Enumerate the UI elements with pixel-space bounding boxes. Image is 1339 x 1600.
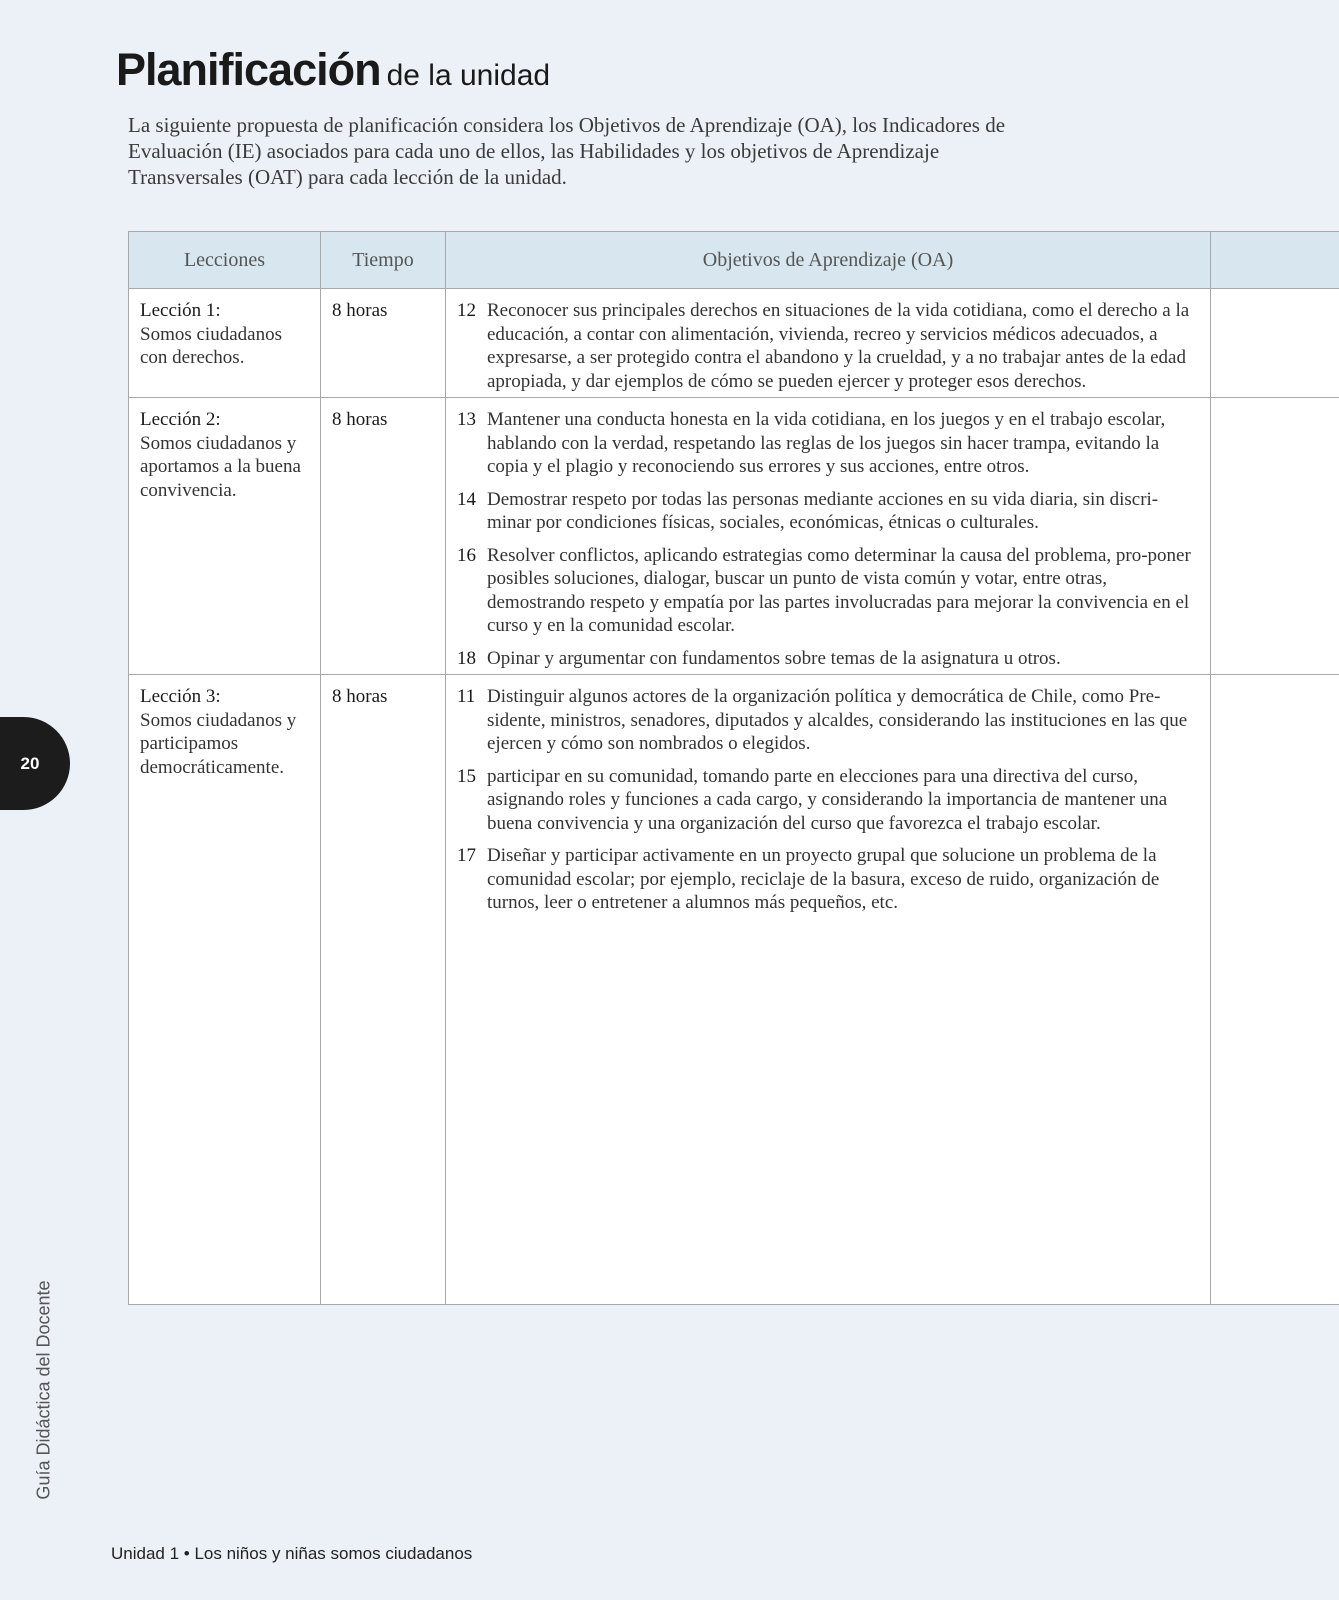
lesson-cell	[129, 675, 321, 1305]
objectives-cell	[446, 398, 1211, 675]
time-text: 8 horas	[332, 409, 388, 430]
objective-item	[457, 544, 1200, 638]
header-extra	[1211, 232, 1339, 289]
lesson-title: Lección 1:	[140, 300, 221, 321]
time-cell	[321, 398, 446, 675]
lesson-text: Somos ciudadanos y participamos democráticamente.	[140, 709, 297, 778]
time-text: 8 horas	[332, 686, 388, 707]
footer-text: Unidad 1 • Los niños y niñas somos ciudadanos	[111, 1544, 473, 1563]
planning-table	[128, 231, 1339, 1305]
header-objetivos: Objetivos de Aprendizaje (OA)	[446, 232, 1211, 289]
extra-cell	[1211, 675, 1339, 1305]
lesson-title: Lección 2:	[140, 409, 221, 430]
page-title-bold: Planificación	[116, 44, 381, 95]
header-lecciones: Lecciones	[129, 232, 321, 289]
objective-item	[457, 765, 1200, 836]
objective-number: 15	[457, 765, 476, 787]
objective-text: Opinar y argumentar con fundamentos sobre temas de la asignatura u otros.	[487, 647, 1061, 669]
page-number: 20	[20, 753, 40, 773]
time-text: 8 horas	[332, 300, 388, 321]
objectives-cell	[446, 289, 1211, 398]
table-row	[129, 289, 1339, 398]
objective-item	[457, 647, 1200, 671]
objective-text: Distinguir algunos actores de la organización política y democrática de Chile, como Pre-sidente, ministros, senadores, diputados y alcaldes, considerando las instituciones en las que ejercen y cómo son nombrados o elegidos.	[487, 686, 1188, 754]
intro-paragraph: La siguiente propuesta de planificación considera los Objetivos de Aprendizaje (OA), los Indicadores de Evaluación (IE) asociados para cada uno de ellos, las Habilidades y los objetivos de Aprendizaje Transversales (OAT) para cada lección de la unidad.	[128, 113, 1006, 189]
objective-number: 18	[457, 647, 476, 669]
extra-cell	[1211, 398, 1339, 675]
objective-item	[457, 299, 1200, 393]
page-number-tab	[0, 717, 70, 810]
objective-text: Resolver conflictos, aplicando estrategias como determinar la causa del problema, pro-poner posibles soluciones, dialogar, buscar un punto de vista común y votar, entre otras, demostrando respeto y empatía por las partes involucradas para mejorar la convivencia en el curso y en la comunidad escolar.	[487, 544, 1191, 636]
table-header-row	[129, 232, 1339, 289]
side-label: Guía Didáctica del Docente	[33, 1280, 54, 1500]
lesson-text: Somos ciudadanos con derechos.	[140, 323, 282, 368]
objectives-list	[457, 685, 1200, 915]
objective-number: 16	[457, 544, 476, 566]
objective-item	[457, 488, 1200, 535]
objective-text: Mantener una conducta honesta en la vida cotidiana, en los juegos y en el trabajo escolar, hablando con la verdad, respetando las reglas de los juegos sin hacer trampa, evitando la copia y el plagio y reconociendo sus errores y sus acciones, entre otros.	[487, 409, 1166, 477]
objective-number: 13	[457, 409, 476, 430]
objective-number: 14	[457, 488, 476, 510]
extra-cell	[1211, 289, 1339, 398]
objective-item	[457, 685, 1200, 756]
objective-number: 12	[457, 300, 476, 321]
objectives-list	[457, 299, 1200, 393]
lesson-cell	[129, 398, 321, 675]
header-tiempo: Tiempo	[321, 232, 446, 289]
time-cell	[321, 675, 446, 1305]
time-cell	[321, 289, 446, 398]
objectives-cell	[446, 675, 1211, 1305]
objective-number: 11	[457, 686, 476, 707]
objective-text: Demostrar respeto por todas las personas mediante acciones en su vida diaria, sin discri-minar por condiciones físicas, sociales, económicas, étnicas o culturales.	[487, 488, 1159, 533]
lesson-text: Somos ciudadanos y aportamos a la buena convivencia.	[140, 432, 301, 501]
objective-item	[457, 844, 1200, 915]
page-title-rest: de la unidad	[386, 59, 551, 92]
objectives-list	[457, 408, 1200, 670]
objective-number: 17	[457, 845, 476, 866]
table-row	[129, 398, 1339, 675]
page-title	[116, 44, 550, 96]
table-row	[129, 675, 1339, 1305]
lesson-cell	[129, 289, 321, 398]
objective-text: participar en su comunidad, tomando parte en elecciones para una directiva del curso, asignando roles y funciones a cada cargo, y considerando la importancia de mantener una buena convivencia y una organización del curso que favorezca el trabajo escolar.	[487, 765, 1168, 834]
objective-text: Reconocer sus principales derechos en situaciones de la vida cotidiana, como el derecho a la educación, a contar con alimentación, vivienda, recreo y servicios médicos adecuados, a expresarse, a ser protegido contra el abandono y la crueldad, y a no trabajar antes de la edad apropiada, y dar ejemplos de cómo se pueden ejercer y proteger esos derechos.	[487, 300, 1190, 392]
objective-text: Diseñar y participar activamente en un proyecto grupal que solucione un problema de la comunidad escolar; por ejemplo, reciclaje de la basura, exceso de ruido, organización de turnos, leer o entretener a alumnos más pequeños, etc.	[487, 845, 1160, 913]
objective-item	[457, 408, 1200, 479]
lesson-title: Lección 3:	[140, 686, 221, 707]
